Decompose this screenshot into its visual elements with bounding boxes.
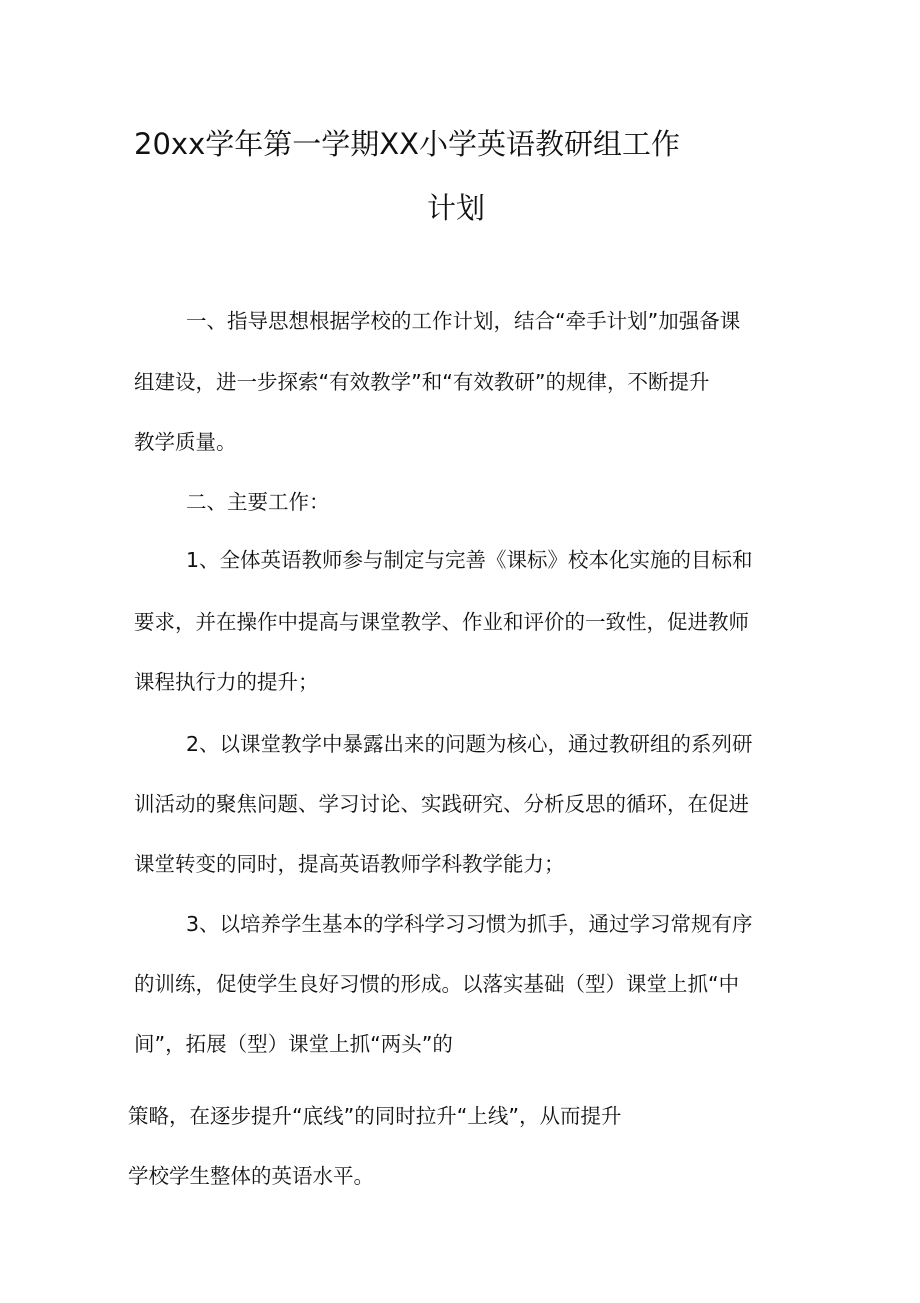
document-title-line-1: 20xx学年第一学期XX小学英语教研组工作 xyxy=(134,127,680,161)
body-line-1: 一、指导思想根据学校的工作计划，结合“牵手计划”加强备课 xyxy=(186,309,741,333)
section-heading-main-work: 二、主要工作： xyxy=(186,490,330,514)
body-line-10: 课堂转变的同时，提高英语教师学科教学能力； xyxy=(134,852,565,876)
body-line-11: 3、以培养学生基本的学科学习习惯为抓手，通过学习常规有序 xyxy=(186,912,753,936)
body-line-8: 2、以课堂教学中暴露出来的问题为核心，通过教研组的系列研 xyxy=(186,732,753,756)
body-line-15: 学校学生整体的英语水平。 xyxy=(128,1164,374,1188)
document-title-line-2: 计划 xyxy=(427,191,486,225)
body-line-2: 组建设，进一步探索“有效教学”和“有效教研”的规律，不断提升 xyxy=(134,370,710,394)
body-line-14: 策略，在逐步提升“底线”的同时拉升“上线”，从而提升 xyxy=(128,1104,622,1128)
body-line-12: 的训练，促使学生良好习惯的形成。以落实基础（型）课堂上抓“中 xyxy=(134,972,740,996)
body-line-3: 教学质量。 xyxy=(134,430,237,454)
body-line-9: 训活动的聚焦问题、学习讨论、实践研究、分析反思的循环，在促进 xyxy=(134,792,749,816)
body-line-13: 间”，拓展（型）课堂上抓“两头”的 xyxy=(134,1032,453,1056)
body-line-7: 课程执行力的提升； xyxy=(134,670,319,694)
body-line-5: 1、全体英语教师参与制定与完善《课标》校本化实施的目标和 xyxy=(186,548,753,572)
body-line-6: 要求，并在操作中提高与课堂教学、作业和评价的一致性，促进教师 xyxy=(134,610,749,634)
